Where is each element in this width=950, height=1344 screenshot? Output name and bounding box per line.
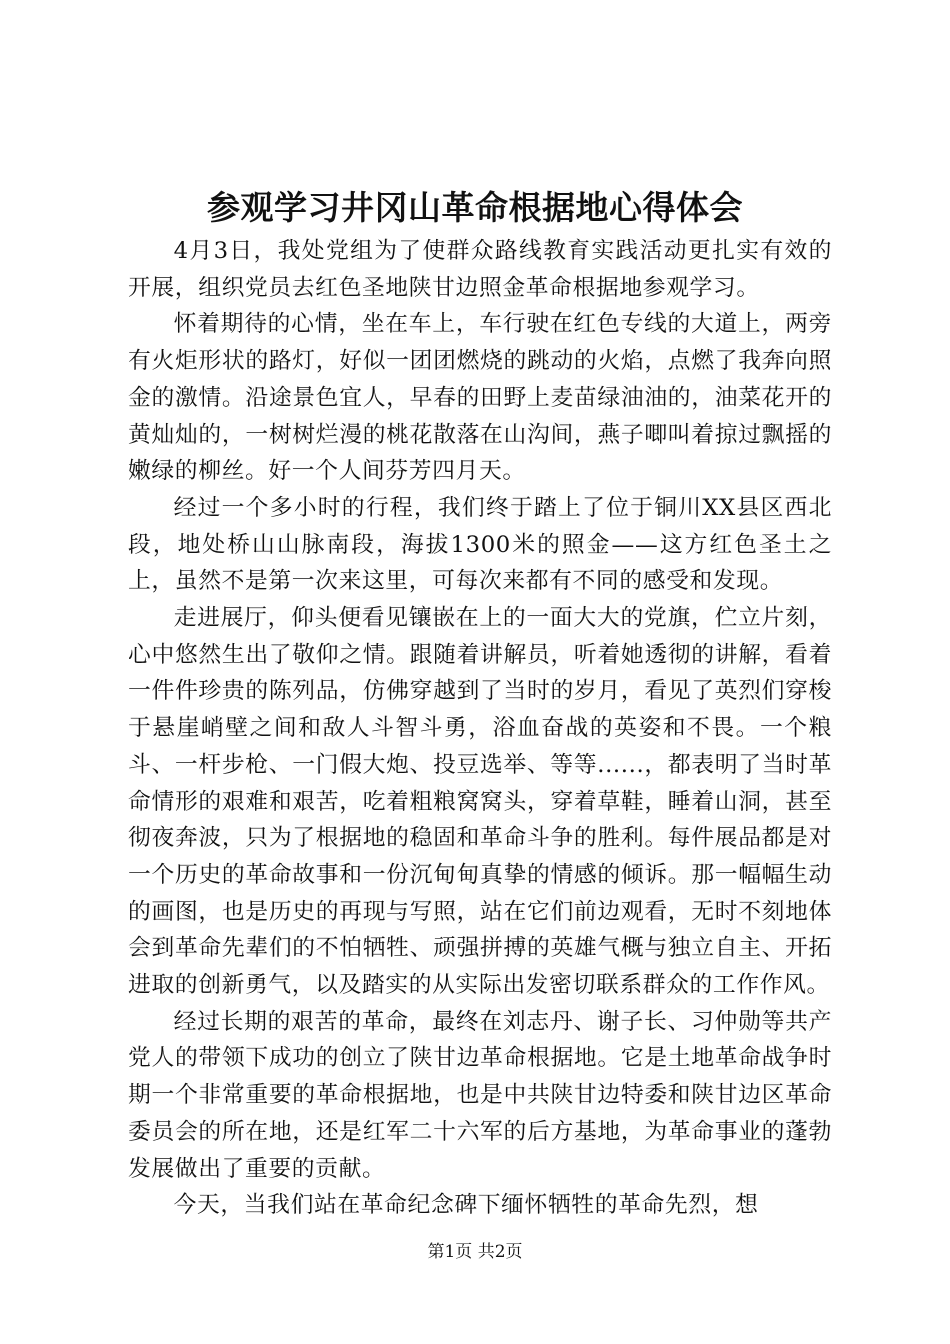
paragraph-2: 怀着期待的心情，坐在车上，车行驶在红色专线的大道上，两旁有火炬形状的路灯，好似一团团燃烧的跳动的火焰，点燃了我奔向照金的激情。沿途景色宜人，早春的田野上麦苗绿油油的，油菜花开的黄灿灿的，一树树烂漫的桃花散落在山沟间，燕子唧叫着掠过飘摇的嫩绿的柳丝。好一个人间芬芳四月天。 bbox=[128, 311, 832, 485]
page-footer: 第1页 共2页 bbox=[427, 1242, 523, 1262]
paragraph-6: 今天，当我们站在革命纪念碑下缅怀牺牲的革命先烈，想 bbox=[173, 1192, 759, 1219]
paragraph-4: 走进展厅，仰头便看见镶嵌在上的一面大大的党旗，伫立片刻，心中悠然生出了敬仰之情。跟随着讲解员，听着她透彻的讲解，看着一件件珍贵的陈列品，仿佛穿越到了当时的岁月，看见了英烈们穿梭于悬崖峭壁之间和敌人斗智斗勇，浴血奋战的英姿和不畏。一个粮斗、一杆步枪、一门假大炮、投豆选举、等等......，都表明了当时革命情形的艰难和艰苦，吃着粗粮窝窝头，穿着草鞋，睡着山洞，甚至彻夜奔波，只为了根据地的稳固和革命斗争的胜利。每件展品都是对一个历史的革命故事和一份沉甸甸真挚的情感的倾诉。那一幅幅生动的画图，也是历史的再现与写照，站在它们前边观看，无时不刻地体会到革命先辈们的不怕牺牲、顽强拼搏的英雄气概与独立自主、开拓进取的创新勇气，以及踏实的从实际出发密切联系群众的工作作风。 bbox=[128, 605, 832, 999]
paragraph-1: 4月3日，我处党组为了使群众路线教育实践活动更扎实有效的开展，组织党员去红色圣地陕甘边照金革命根据地参观学习。 bbox=[128, 238, 832, 301]
paragraph-5: 经过长期的艰苦的革命，最终在刘志丹、谢子长、习仲勋等共产党人的带领下成功的创立了陕甘边革命根据地。它是土地革命战争时期一个非常重要的革命根据地，也是中共陕甘边特委和陕甘边区革命委员会的所在地，还是红军二十六军的后方基地，为革命事业的蓬勃发展做出了重要的贡献。 bbox=[128, 1008, 832, 1182]
document-title: 参观学习井冈山革命根据地心得体会 bbox=[207, 188, 743, 227]
document-body bbox=[128, 233, 832, 1224]
paragraph-3: 经过一个多小时的行程，我们终于踏上了位于铜川XX县区西北段，地处桥山山脉南段，海拔1300米的照金——这方红色圣土之上，虽然不是第一次来这里，可每次来都有不同的感受和发现。 bbox=[128, 494, 832, 595]
